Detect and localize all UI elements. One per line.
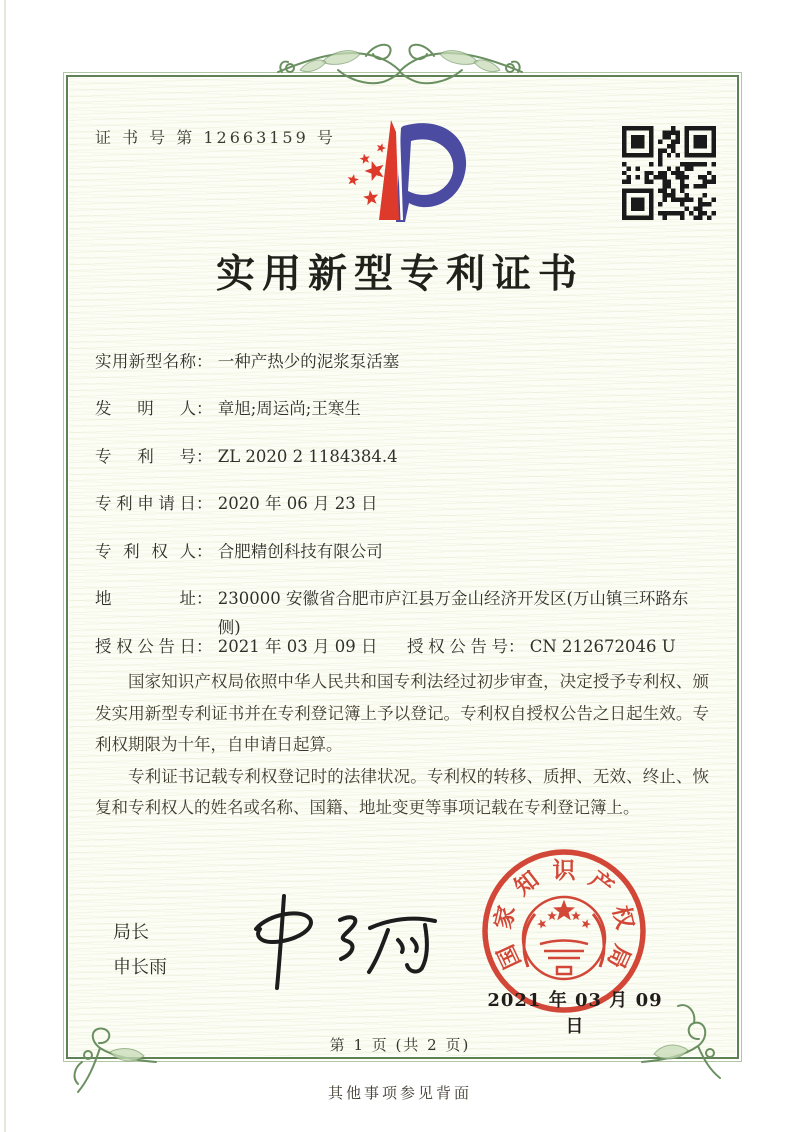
page-indicator: 第 1 页 (共 2 页)	[329, 1036, 471, 1054]
certificate-title: 实用新型专利证书	[215, 251, 584, 297]
field-label: 发明人	[95, 399, 196, 418]
seal-stars	[536, 900, 592, 930]
colon: ：	[196, 637, 213, 656]
colon: ：	[196, 542, 213, 561]
legal-paragraph-2: 专利证书记载专利权登记时的法律状况。专利权的转移、质押、无效、终止、恢复和专利权人的姓名或名称、国籍、地址变更等事项记载在专利登记簿上。	[95, 766, 709, 817]
scan-page-edge	[4, 0, 6, 1132]
colon: ：	[508, 637, 525, 656]
field-label: 专利申请日	[95, 494, 196, 513]
svg-text:识: 识	[552, 858, 576, 884]
signature-handwriting	[228, 884, 443, 992]
grant-number-pair	[407, 632, 676, 661]
field-value: 一种产热少的泥浆泵活塞	[217, 352, 400, 371]
field-label: 授权公告号	[407, 637, 508, 656]
officer-title: 局长	[113, 922, 149, 943]
field-value: 章旭;周运尚;王寒生	[217, 399, 361, 418]
field-label: 专利权人	[95, 542, 196, 561]
svg-text:国: 国	[492, 940, 527, 973]
qr-code	[622, 126, 716, 220]
field-value: CN 212672046 U	[529, 637, 676, 656]
field-label: 专利号	[95, 447, 196, 466]
cnipa-logo	[325, 114, 475, 236]
colon: ：	[196, 399, 213, 418]
field-row-patentee	[95, 537, 383, 566]
colon: ：	[196, 589, 213, 608]
field-label: 地址	[95, 589, 196, 608]
back-side-note: 其他事项参见背面	[327, 1084, 472, 1102]
colon: ：	[196, 494, 213, 513]
legal-paragraph-1: 国家知识产权局依照中华人民共和国专利法经过初步审查，决定授予专利权、颁发实用新型专利证书并在专利登记簿上予以登记。专利权自授权公告之日起生效。专利权期限为十年，自申请日起算。	[95, 672, 709, 754]
field-value: 合肥精创科技有限公司	[217, 542, 383, 561]
field-row-filing-date	[95, 489, 377, 518]
logo-spire	[379, 120, 399, 220]
field-value: 2021 年 03 月 09 日	[217, 637, 378, 656]
field-value: ZL 2020 2 1184384.4	[217, 447, 398, 466]
svg-text:知: 知	[509, 866, 545, 902]
colon: ：	[196, 447, 213, 466]
logo-stars	[347, 142, 388, 206]
svg-text:局: 局	[601, 940, 636, 973]
officer-name: 申长雨	[113, 957, 167, 978]
certificate-number: 证 书 号 第 12663159 号	[95, 128, 336, 147]
field-row-inventor	[95, 394, 361, 423]
field-value: 230000 安徽省合肥市庐江县万金山经济开发区(万山镇三环路东侧)	[217, 589, 689, 637]
logo-p-shape	[396, 123, 466, 222]
seal-date: 2021 年 03 月 09 日	[487, 990, 663, 1037]
field-value: 2020 年 06 月 23 日	[217, 494, 378, 513]
colon: ：	[196, 352, 213, 371]
svg-text:产: 产	[583, 866, 619, 902]
field-row-patent-number	[95, 442, 398, 471]
field-row-name	[95, 347, 399, 376]
field-label: 实用新型名称	[95, 352, 196, 371]
svg-text:权: 权	[607, 903, 638, 932]
field-row-grant	[95, 632, 676, 661]
legal-text	[95, 666, 709, 824]
field-label: 授权公告日	[95, 637, 196, 656]
svg-text:家: 家	[490, 903, 521, 932]
